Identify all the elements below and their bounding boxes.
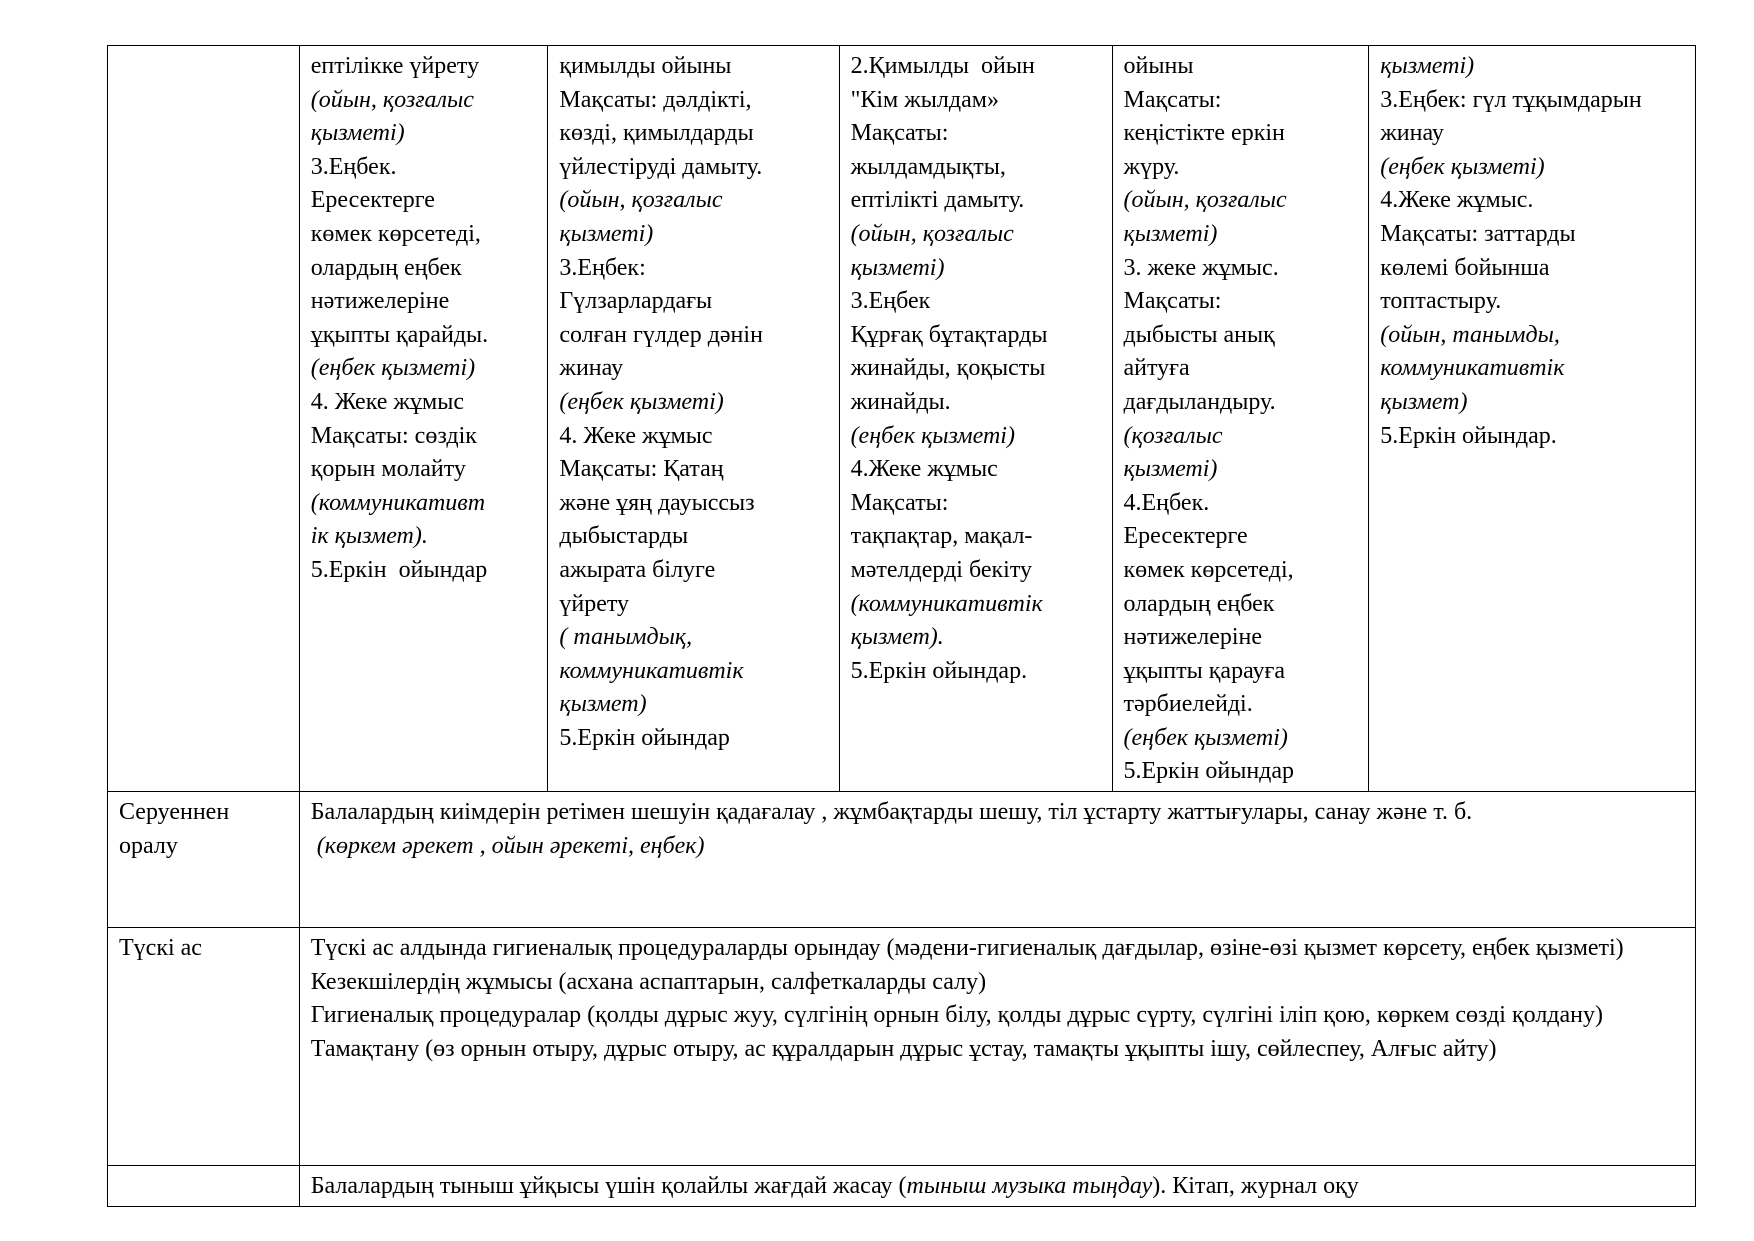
row-label-cell (108, 1166, 300, 1207)
cell-line: 5.Еркін ойындар. (850, 657, 1028, 684)
cell-line: Мақсаты: сөздік (310, 422, 477, 449)
table-row (108, 792, 1696, 928)
cell-line: 4. Жеке жұмыс (559, 422, 713, 449)
cell-line: жинау (559, 355, 624, 382)
cell-line: көмек көрсетеді, (310, 220, 481, 247)
daily-plan-table (107, 45, 1696, 1207)
cell-line: Мақсаты: (850, 489, 949, 516)
cell-line: қызметі) (850, 254, 945, 281)
cell-line: жинау (1380, 120, 1444, 147)
cell-line: (ойын, қозғалыс (1123, 187, 1287, 214)
cell-line: (ойын, қозғалыс (850, 220, 1014, 247)
cell-line: ойыны (1123, 53, 1194, 79)
cell-line: Мақсаты: (1123, 288, 1222, 315)
cell-line: (ойын, қозғалыс (559, 187, 723, 214)
cell-line: 4.Жеке жұмыс (850, 456, 998, 483)
cell-line: жүру. (1123, 153, 1180, 180)
cell-line: (еңбек қызметі) (1380, 153, 1545, 180)
cell-line: дағдыландыру. (1123, 388, 1276, 415)
sleep-content (299, 1166, 1695, 1207)
cell-line: қызмет) (559, 691, 647, 718)
cell-line: (еңбек қызметі) (1123, 724, 1288, 751)
cell-line: 3.Еңбек. (310, 153, 397, 180)
cell-line: коммуникативтік (1380, 355, 1565, 382)
cell-line: Мақсаты: Қатаң (559, 456, 724, 483)
cell-line: 5.Еркін ойындар (310, 556, 488, 583)
cell-line: тақпақтар, мақал- (850, 523, 1033, 550)
cell-line: 3.Еңбек (850, 288, 931, 315)
cell-line: үйлестіруді дамыту. (559, 153, 763, 180)
cell-line: 4.Еңбек. (1123, 489, 1210, 516)
cell-line: "Кім жылдам» (850, 86, 999, 113)
row-label-cell (108, 46, 300, 792)
cell-line: Мақсаты: заттарды (1380, 220, 1576, 247)
row-label-return-walk (108, 792, 300, 928)
content-line: Тамақтану (өз орнын отыру, дұрыс отыру, ас құралдарын дұрыс ұстау, тамақты ұқыпты ішу, сөйлеспеу, Алғыс айту) (310, 1035, 1497, 1062)
content-activity-note: тыныш музыка тыңдау (906, 1173, 1153, 1200)
day-cell-4 (1112, 46, 1369, 792)
cell-line: 5.Еркін ойындар. (1380, 422, 1557, 449)
cell-line: қызмет) (1380, 388, 1468, 415)
cell-line: жинайды, қоқысты (850, 355, 1046, 382)
cell-line: тәрбиелейді. (1123, 691, 1253, 718)
cell-line: ұқыпты қарауға (1123, 657, 1285, 684)
cell-line: Ересектерге (1123, 523, 1248, 550)
cell-line: қимылды ойыны (559, 53, 732, 79)
cell-line: 3.Еңбек: гүл тұқымдарын (1380, 86, 1642, 113)
content-text: ). Кітап, журнал оқу (1152, 1173, 1359, 1200)
cell-line: көзді, қимылдарды (559, 120, 754, 147)
cell-line: Мақсаты: дәлдікті, (559, 86, 752, 113)
cell-line: 3.Еңбек: (559, 254, 646, 281)
cell-line: ік қызмет). (310, 523, 428, 550)
cell-line: 4. Жеке жұмыс (310, 388, 464, 415)
cell-line: 4.Жеке жұмыс. (1380, 187, 1534, 214)
cell-line: нәтижелеріне (1123, 624, 1263, 651)
cell-line: (коммуникативт (310, 489, 486, 516)
cell-line: айтуға (1123, 355, 1190, 382)
cell-line: Мақсаты: (1123, 86, 1222, 113)
cell-line: қызметі) (1380, 53, 1475, 79)
cell-line: (қозғалыс (1123, 422, 1223, 449)
cell-line: олардың еңбек (1123, 590, 1275, 617)
content-text: Балалардың киімдерін ретімен шешуін қадағалау , жұмбақтарды шешу, тіл ұстарту жаттығулары, санау және т. б. (310, 799, 1473, 826)
cell-line: Мақсаты: (850, 120, 949, 147)
cell-line: ұқыпты қарайды. (310, 321, 489, 348)
cell-line: және ұяң дауыссыз (559, 489, 755, 516)
cell-line: қорын молайту (310, 456, 466, 483)
cell-line: ептілікті дамыту. (850, 187, 1025, 214)
cell-line: (коммуникативтік (850, 590, 1043, 617)
content-activity-note: (көркем әрекет , ойын әрекеті, еңбек) (310, 832, 705, 859)
cell-line: 5.Еркін ойындар (1123, 758, 1295, 785)
row-label-lunch: Түскі ас (108, 928, 300, 1166)
content-line: Гигиеналық процедуралар (қолды дұрыс жуу, сүлгінің орнын білу, қолды дұрыс сүрту, сүлгіні іліп қою, көркем сөзді қолдану) (310, 1002, 1603, 1029)
cell-line: ажырата білуге (559, 556, 716, 583)
cell-line: топтастыру. (1380, 288, 1502, 315)
cell-line: Гүлзарлардағы (559, 288, 713, 315)
cell-line: 5.Еркін ойындар (559, 724, 730, 751)
cell-line: қызметі) (1123, 456, 1218, 483)
table-row (108, 46, 1696, 792)
cell-line: үйрету (559, 590, 630, 617)
table-row (108, 928, 1696, 1166)
cell-line: (еңбек қызметі) (559, 388, 724, 415)
cell-line: (еңбек қызметі) (310, 355, 476, 382)
cell-line: олардың еңбек (310, 254, 462, 281)
cell-line: солған гүлдер дәнін (559, 321, 763, 348)
cell-line: жинайды. (850, 388, 951, 415)
day-cell-3 (839, 46, 1112, 792)
day-cell-2 (548, 46, 839, 792)
lunch-content (299, 928, 1695, 1166)
row-label-line: оралу (119, 832, 178, 859)
cell-line: ептілікке үйрету (310, 53, 480, 79)
cell-line: дыбысты анық (1123, 321, 1275, 348)
cell-line: мәтелдерді бекіту (850, 556, 1032, 583)
cell-line: дыбыстарды (559, 523, 689, 550)
cell-line: қызметі) (559, 220, 654, 247)
content-text: Балалардың тыныш ұйқысы үшін қолайлы жағдай жасау ( (310, 1173, 907, 1200)
cell-line: көлемі бойынша (1380, 254, 1550, 281)
cell-line: коммуникативтік (559, 657, 744, 684)
day-cell-1 (299, 46, 548, 792)
cell-line: Құрғақ бұтақтарды (850, 321, 1048, 348)
cell-line: (ойын, танымды, (1380, 321, 1560, 348)
cell-line: 2.Қимылды ойын (850, 53, 1035, 79)
cell-line: қызметі) (1123, 220, 1218, 247)
cell-line: Ересектерге (310, 187, 435, 214)
cell-line: кеңістікте еркін (1123, 120, 1285, 147)
cell-line: көмек көрсетеді, (1123, 556, 1294, 583)
cell-line: қызметі) (310, 120, 405, 147)
cell-line: (ойын, қозғалыс (310, 86, 474, 113)
cell-line: (еңбек қызметі) (850, 422, 1015, 449)
day-cell-5 (1369, 46, 1696, 792)
cell-line: қызмет). (850, 624, 944, 651)
content-line: Кезекшілердің жұмысы (асхана аспаптарын, салфеткаларды салу) (310, 968, 987, 995)
content-line: Түскі ас алдында гигиеналық процедураларды орындау (мәдени-гигиеналық дағдылар, өзіне-өзі қызмет көрсету, еңбек қызметі) (310, 935, 1624, 962)
cell-line: 3. жеке жұмыс. (1123, 254, 1279, 281)
table-row (108, 1166, 1696, 1207)
cell-line: жылдамдықты, (850, 153, 1006, 180)
return-walk-content (299, 792, 1695, 928)
cell-line: ( танымдық, (559, 624, 693, 651)
row-label-line: Серуеннен (119, 799, 230, 826)
cell-line: нәтижелеріне (310, 288, 450, 315)
